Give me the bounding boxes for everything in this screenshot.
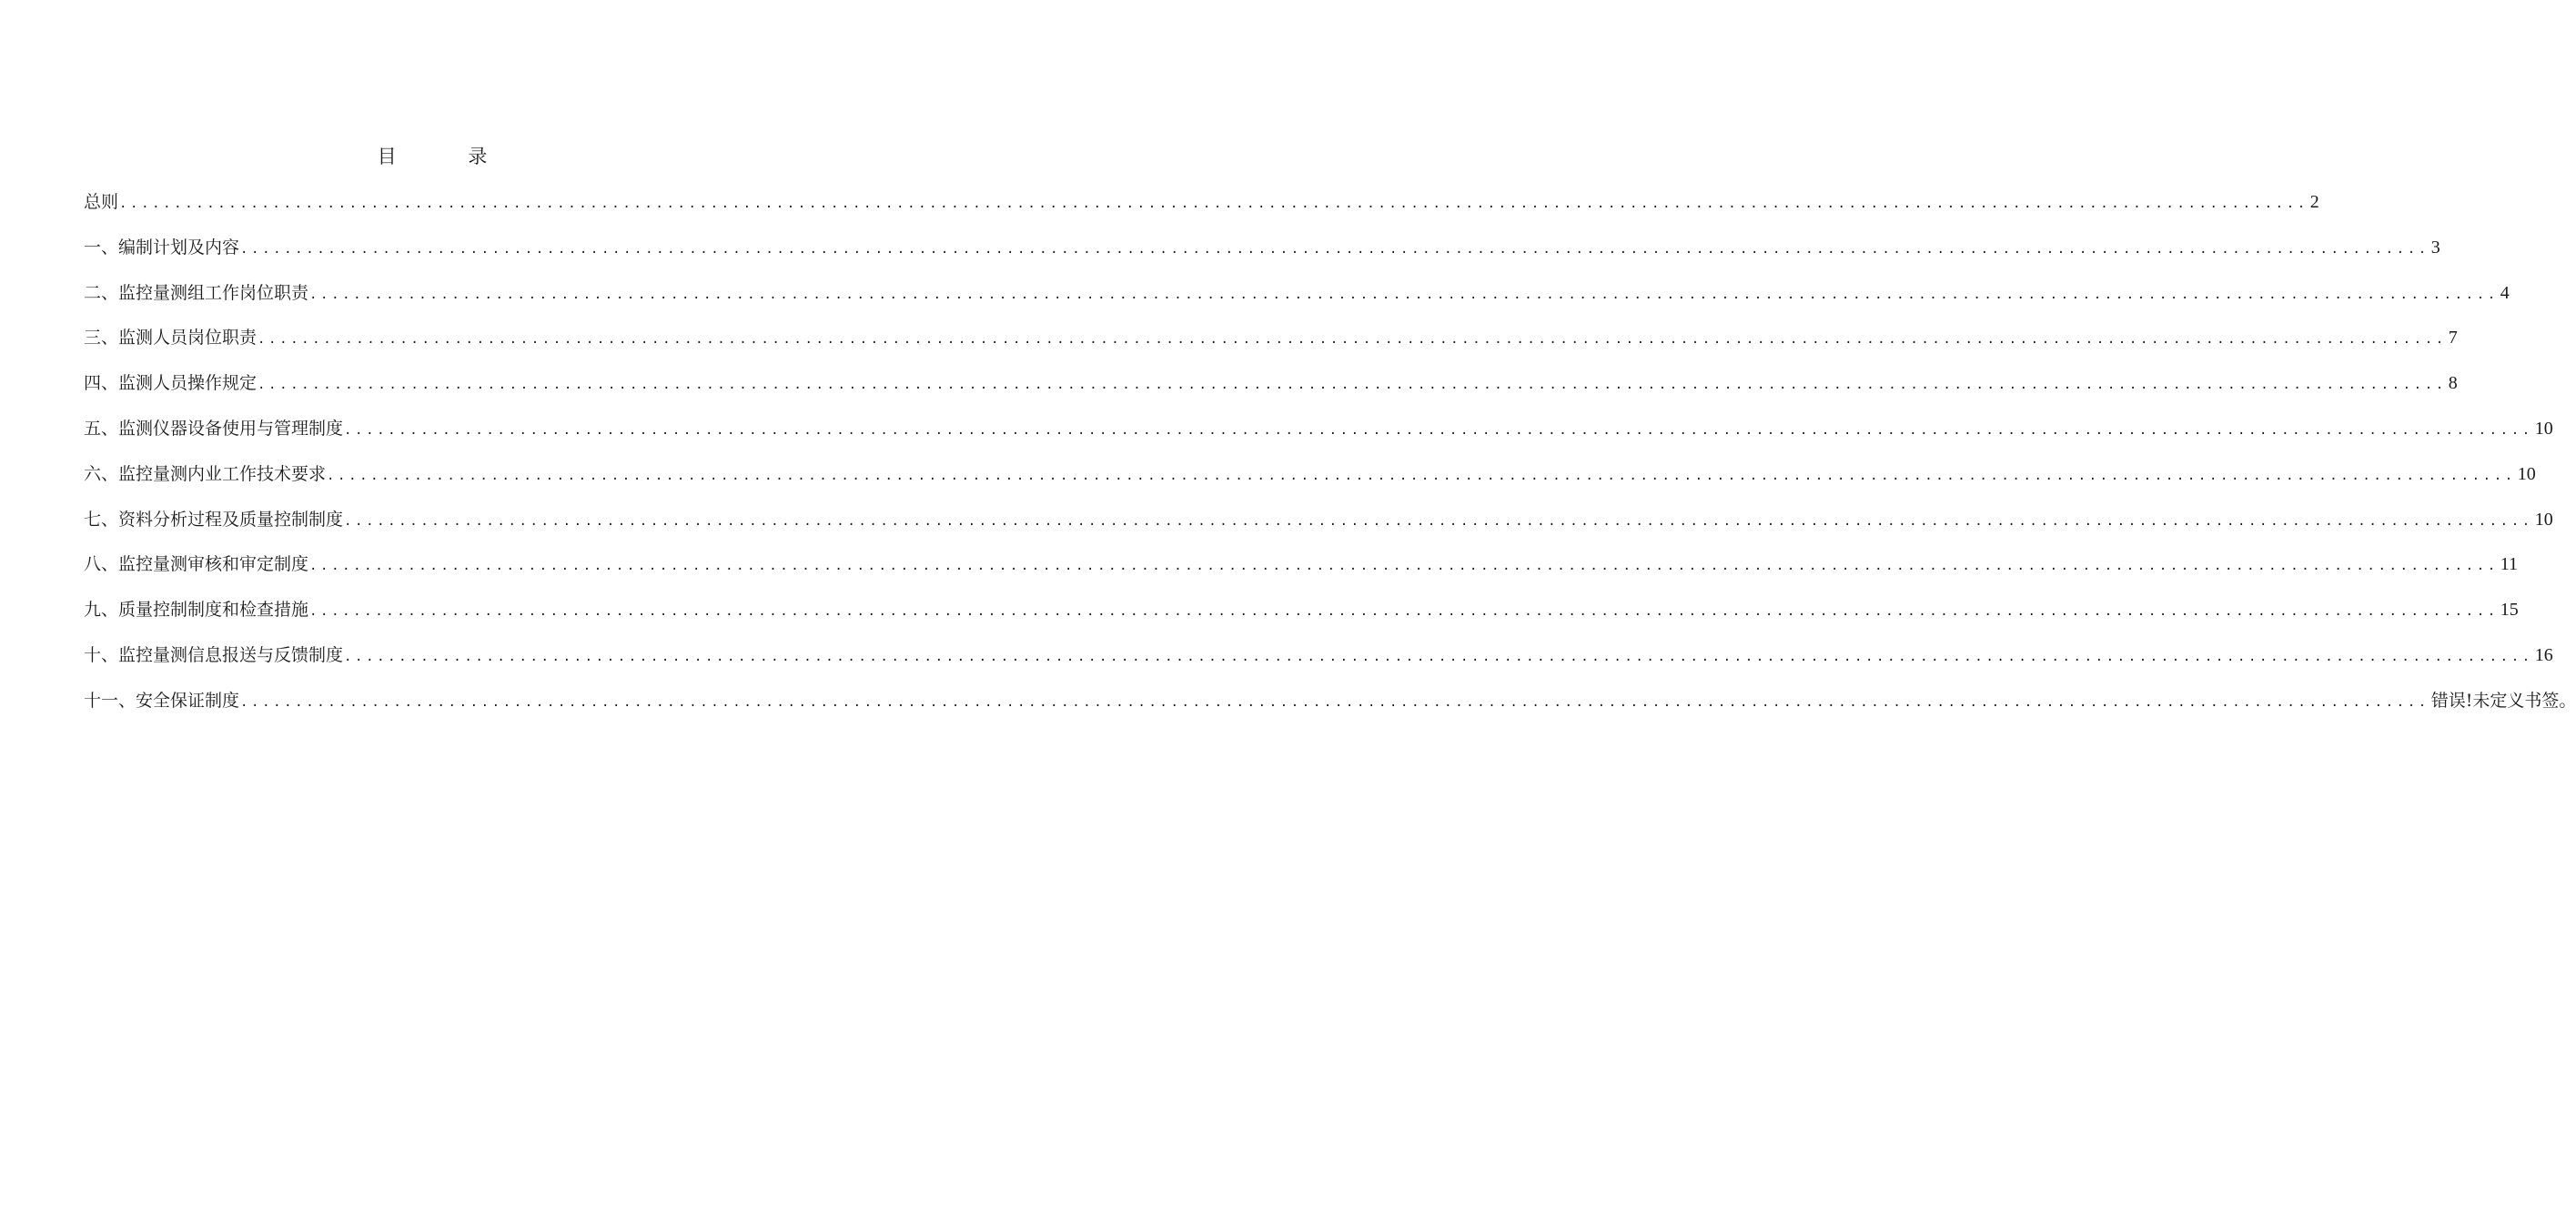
toc-entry-page: 2 [2309, 192, 2319, 212]
toc-entry[interactable] [84, 232, 2440, 278]
toc-entry-label: 八、监控量测审核和审定制度 [84, 554, 309, 575]
toc-entry-page: 错误!未定义书签。 [2430, 690, 2576, 711]
toc-entry-label: 二、监控量测组工作岗位职责 [84, 282, 309, 303]
toc-dot-leader: ........................................................................................................................................................................................................ [344, 422, 2533, 438]
toc-entry-label: 三、监测人员岗位职责 [84, 328, 258, 349]
toc-entry-label: 六、监控量测内业工作技术要求 [84, 463, 327, 484]
toc-entry-label: 九、质量控制制度和检查措施 [84, 600, 309, 621]
toc-dot-leader: ........................................................................................................................................................................................................ [258, 332, 2447, 348]
toc-entry-label: 十一、安全保证制度 [84, 690, 240, 711]
toc-entry[interactable] [84, 594, 2519, 640]
toc-entry-page: 11 [2500, 554, 2519, 575]
toc-entry-page: 3 [2430, 237, 2440, 258]
toc-entry-label: 五、监测仪器设备使用与管理制度 [84, 418, 344, 439]
toc-entry[interactable] [84, 640, 2553, 685]
toc-entry[interactable] [84, 278, 2510, 323]
toc-entry-page: 16 [2534, 644, 2553, 665]
toc-dot-leader: ........................................................................................................................................................................................................ [258, 378, 2447, 393]
toc-dot-leader: ........................................................................................................................................................................................................ [344, 513, 2533, 529]
toc-entry-page: 15 [2500, 600, 2519, 621]
toc-entry-label: 七、资料分析过程及质量控制制度 [84, 509, 344, 530]
toc-dot-leader: ........................................................................................................................................................................................................ [309, 559, 2499, 574]
toc-dot-leader: ........................................................................................................................................................................................................ [119, 197, 2308, 211]
toc-entry-page: 8 [2448, 373, 2458, 394]
toc-entry-page: 10 [2534, 418, 2553, 439]
toc-entry-label: 十、监控量测信息报送与反馈制度 [84, 644, 344, 665]
toc-entry[interactable] [84, 685, 2576, 731]
toc-entry-page: 10 [2534, 509, 2553, 530]
toc-dot-leader: ........................................................................................................................................................................................................ [309, 287, 2499, 302]
toc-entry-page: 4 [2500, 282, 2510, 303]
toc-entry[interactable] [84, 413, 2553, 459]
toc-list [84, 187, 2576, 731]
toc-dot-leader: ........................................................................................................................................................................................................ [327, 468, 2516, 483]
toc-entry[interactable] [84, 459, 2536, 504]
toc-entry-label: 四、监测人员操作规定 [84, 373, 258, 394]
toc-entry[interactable] [84, 549, 2519, 594]
toc-entry[interactable] [84, 187, 2319, 232]
toc-entry-page: 10 [2517, 463, 2536, 484]
toc-dot-leader: ........................................................................................................................................................................................................ [344, 649, 2533, 664]
toc-title: 目 录 [377, 146, 520, 167]
toc-dot-leader: ........................................................................................................................................................................................................ [240, 694, 2430, 710]
toc-entry-label: 一、编制计划及内容 [84, 237, 240, 258]
toc-entry-label: 总则 [84, 192, 119, 212]
toc-entry-page: 7 [2448, 328, 2458, 349]
toc-entry[interactable] [84, 504, 2553, 550]
toc-dot-leader: ........................................................................................................................................................................................................ [309, 604, 2499, 620]
toc-entry[interactable] [84, 368, 2458, 413]
toc-entry[interactable] [84, 322, 2458, 368]
toc-dot-leader: ........................................................................................................................................................................................................ [240, 241, 2430, 257]
